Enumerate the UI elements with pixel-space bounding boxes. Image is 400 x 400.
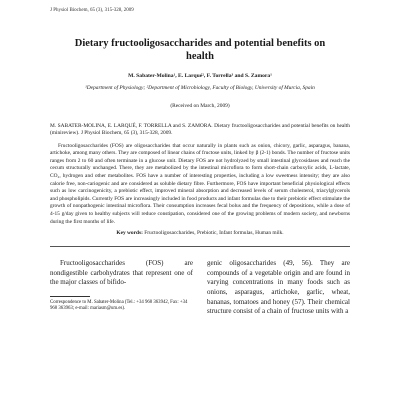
keywords-label: Key words: xyxy=(116,230,143,237)
intro-paragraph: Fructooligosaccharides (FOS) are nondigestible carbohydrates that represent one of the major classes of bifido- xyxy=(50,259,193,287)
correspondence-footnote: Correspondence to M. Sabater-Molina (Tel.: +34 968 363942, Fax: +34 968 363963; e-mail: mariasm@um.es). xyxy=(50,300,188,312)
keywords-text: Fructooligosaccharides, Prebiotic, Infant formulas, Human milk. xyxy=(144,230,284,237)
body-column-right xyxy=(207,259,350,317)
journal-header: J Physiol Biochem, 65 (3), 315-328, 2009 xyxy=(50,8,134,13)
keywords xyxy=(50,230,350,236)
footnote-divider xyxy=(50,296,90,297)
affiliations: ¹Department of Physiology; ²Department of Microbiology, Faculty of Biology, University of Murcia, Spain xyxy=(85,85,315,91)
section-divider xyxy=(50,246,350,247)
abstract-citation: M. SABATER-MOLINA, E. LARQUÉ, F. TORRELLA and S. ZAMORA. Dietary fructooligosaccharides and potential benefits on health (minireview). J Physiol Biochem, 65 (3), 315-328, 2009. xyxy=(50,122,350,137)
body-column-left xyxy=(50,259,193,317)
intro-paragraph-continued: genic oligosaccharides (49, 56). They are compounds of a vegetable origin and are found in varying concentrations in many foods such as onions, asparagus, artichoke, garlic, wheat, bananas, tomatoes and honey (57). Their chemical structure consist of a chain of fructose units with a xyxy=(207,259,350,316)
abstract-body: Fructooligosaccharides (FOS) are oligosaccharides that occur naturally in plants such as onion, chicory, garlic, asparagus, banana, artichoke, among many others. They are composed of linear chains of fructose units, linked by β (2-1) bonds. The number of fructose units ranges from 2 to 60 and often terminate in a glucose unit. Dietary FOS are not hydrolyzed by small intestinal glycosidases and reach the cecum structurally unchanged. There, they are metabolized by the intestinal microflora to form short-chain carboxylic acids, L-lactate, CO₂, hydrogen and other metabolites. FOS have a number of interesting properties, including a low sweetness intensity; they are also calorie free, non-cariogenic and are considered as soluble dietary fibre. Furthermore, FOS have important beneficial physiological effects such as low carcinogenicity, a prebiotic effect, improved mineral absorption and decreased levels of serum cholesterol, triacylglycerols and phospholipids. Currently FOS are increasingly included in food products and infant formulas due to their prebiotic effect stimulate the growth of nonpathogenic intestinal microflora. Their consumption increases fecal bolus and the frequency of depositions, while a dose of 4-15 g/day given to healthy subjects will reduce constipation, considered one of the growing problems of modern society, and newborns during the first months of life. xyxy=(50,142,350,225)
body-columns xyxy=(50,259,350,317)
author-list: M. Sabater-Molina¹, E. Larqué², F. Torrella³ and S. Zamora¹ xyxy=(128,73,272,79)
received-date: (Received on March, 2009) xyxy=(170,102,230,109)
article-title: Dietary fructooligosaccharides and potential benefits on health xyxy=(74,38,326,62)
abstract xyxy=(50,123,350,227)
